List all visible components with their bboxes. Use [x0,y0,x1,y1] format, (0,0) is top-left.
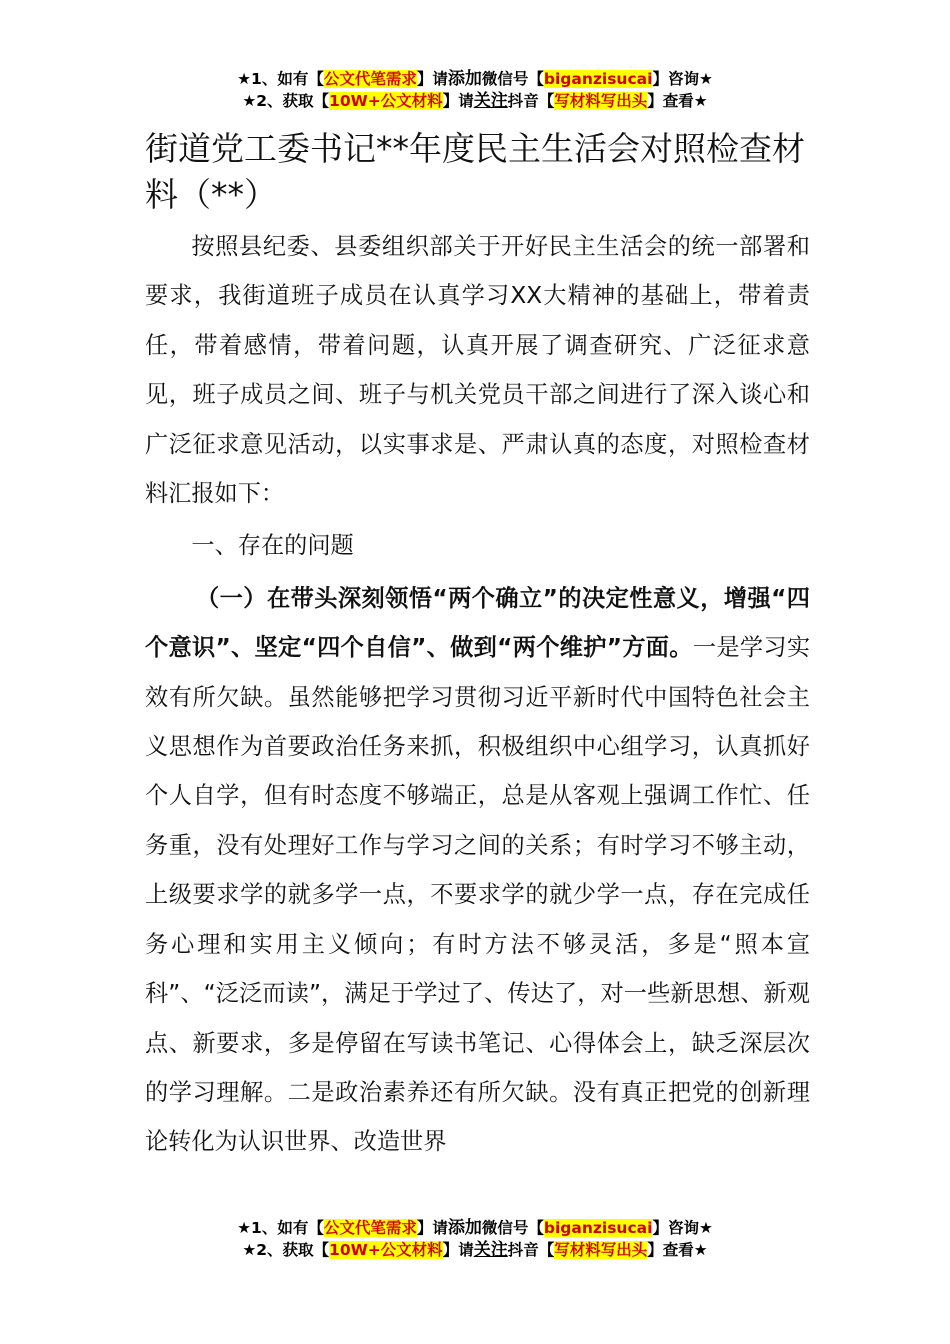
banner-highlight: 10W+公文材料 [329,1241,443,1259]
banner-highlight: biganzisucai [543,1219,653,1237]
intro-paragraph: 按照县纪委、县委组织部关于开好民主生活会的统一部署和要求，我街道班子成员在认真学习XX大精神的基础上，带着责任，带着感情，带着问题，认真开展了调查研究、广泛征求意见，班子成员之间、班子与机关党员干部之间进行了深入谈心和广泛征求意见活动，以实事求是、严肃认真的态度，对照检查材料汇报如下： [145,233,810,508]
section-paragraph [145,574,810,1167]
banner-text: 】咨询★ [652,70,713,88]
subsection-heading: （一）在带头深刻领悟“两个确立”的决定性意义，增强“四个意识”、坚定“四个自信”、做到“两个维护”方面。 [145,584,810,662]
banner-emphasis: 添加 [447,69,482,89]
banner-text: ★1、如有【 [237,1219,324,1237]
banner-emphasis: 关注 [473,1240,508,1260]
banner-text: ★2、获取【 [242,92,330,110]
banner-highlight: 写材料写出头 [554,92,648,110]
banner-text: 抖音【 [507,92,555,110]
document-body [145,222,810,1167]
banner-line-2 [0,1239,950,1261]
banner-highlight: 公文代笔需求 [323,1219,417,1237]
banner-text: 】查看★ [647,1241,708,1259]
banner-text: 】请 [416,1219,448,1237]
section-heading: 一、存在的问题 [191,532,354,560]
banner-highlight: 写材料写出头 [554,1241,648,1259]
banner-line-1 [0,1217,950,1239]
banner-highlight: biganzisucai [543,70,653,88]
footer-banner [0,1217,950,1261]
banner-text: 】请 [442,92,474,110]
banner-text: ★1、如有【 [237,70,324,88]
banner-text: 抖音【 [507,1241,555,1259]
banner-text: 】查看★ [647,92,708,110]
banner-text: 】请 [416,70,448,88]
banner-text: ★2、获取【 [242,1241,330,1259]
banner-highlight: 公文代笔需求 [323,70,417,88]
banner-text: 微信号【 [481,70,544,88]
header-banner [0,68,950,112]
banner-emphasis: 关注 [473,91,508,111]
banner-line-2 [0,90,950,112]
banner-highlight: 10W+公文材料 [329,92,443,110]
banner-emphasis: 添加 [447,1218,482,1238]
banner-text: 】咨询★ [652,1219,713,1237]
banner-text: 】请 [442,1241,474,1259]
banner-text: 微信号【 [481,1219,544,1237]
document-title: 街道党工委书记**年度民主生活会对照检查材料（**） [145,129,805,214]
banner-line-1 [0,68,950,90]
subsection-body: 一是学习实效有所欠缺。虽然能够把学习贯彻习近平新时代中国特色社会主义思想作为首要政治任务来抓，积极组织中心组学习，认真抓好个人自学，但有时态度不够端正，总是从客观上强调工作忙、任务重，没有处理好工作与学习之间的关系；有时学习不够主动，上级要求学的就多学一点，不要求学的就少学一点，存在完成任务心理和实用主义倾向；有时方法不够灵活，多是“照本宣科”、“泛泛而读”，满足于学过了、传达了，对一些新思想、新观点、新要求，多是停留在写读书笔记、心得体会上，缺乏深层次的学习理解。二是政治素养还有所欠缺。没有真正把党的创新理论转化为认识世界、改造世界 [145,634,811,1156]
